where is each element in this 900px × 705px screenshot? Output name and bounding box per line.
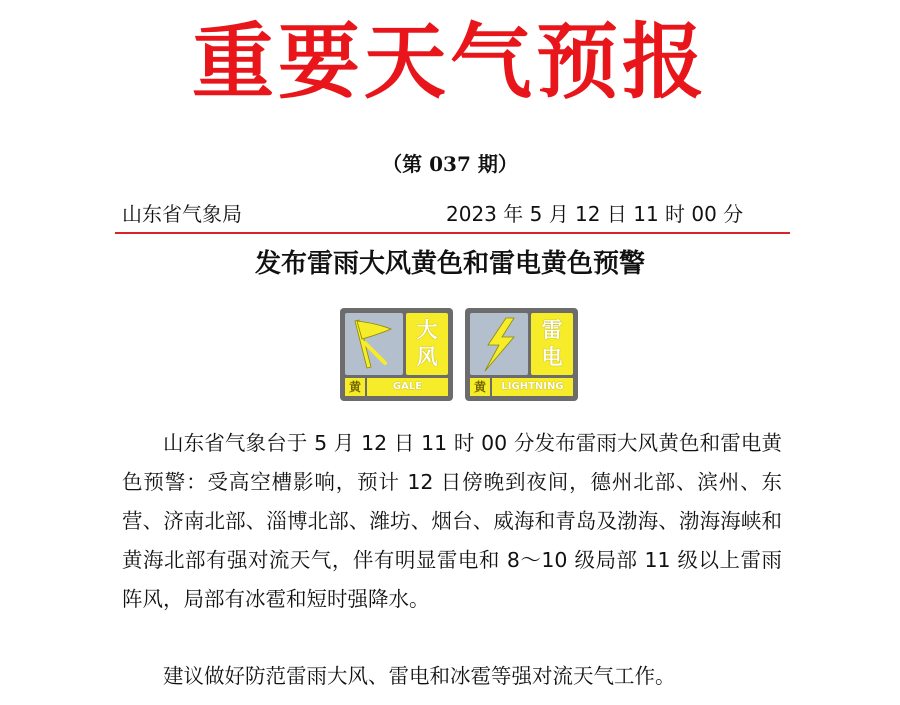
lightning-warning-badge: [465, 308, 578, 401]
header-divider: [115, 232, 790, 234]
lightning-char-2: 电: [541, 345, 563, 369]
advice-paragraph: 建议做好防范雷雨大风、雷电和冰雹等强对流天气工作。: [163, 664, 676, 688]
gale-warning-badge: [340, 308, 453, 401]
issue-datetime: 2023 年 5 月 12 日 11 时 00 分: [446, 202, 744, 226]
gale-flag-icon: [345, 313, 403, 375]
gale-char-2: 风: [416, 345, 438, 369]
lightning-level-label: 黄: [470, 378, 490, 396]
warning-body-paragraph: 山东省气象台于 5 月 12 日 11 时 00 分发布雷雨大风黄色和雷电黄色预警：受高空槽影响，预计 12 日傍晚到夜间，德州北部、滨州、东营、济南北部、淄博北部、潍坊、烟台、威海和青岛及渤海、渤海海峡和黄海北部有强对流天气，伴有明显雷电和 8～10 级局部 11 级以上雷雨阵风，局部有冰雹和短时强降水。: [122, 431, 782, 611]
lightning-english-label: LIGHTNING: [492, 378, 573, 396]
gale-char-1: 大: [416, 318, 438, 342]
issuing-organization: 山东省气象局: [122, 202, 242, 226]
masthead-title: 重要天气预报: [191, 14, 708, 110]
gale-level-label: 黄: [345, 378, 365, 396]
lightning-char-1: 雷: [541, 318, 563, 342]
lightning-char-box: [531, 313, 573, 375]
gale-english-label: GALE: [367, 378, 448, 396]
issue-number: （第 037 期）: [382, 152, 518, 176]
gale-char-box: [406, 313, 448, 375]
lightning-bolt-icon: [470, 313, 528, 375]
warning-headline: 发布雷雨大风黄色和雷电黄色预警: [254, 249, 645, 279]
